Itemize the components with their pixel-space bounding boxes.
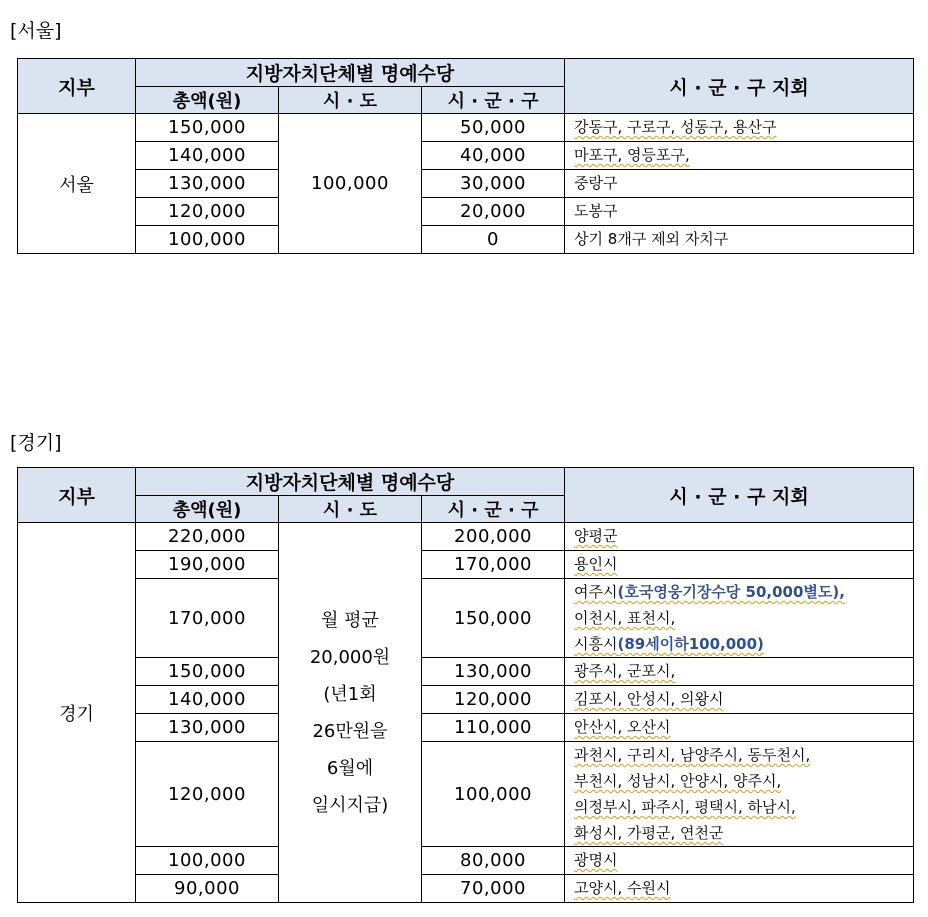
header-local-gov: 지방자치단체별 명예수당	[136, 59, 565, 87]
table-row	[18, 714, 914, 742]
sido-line: 월 평균	[321, 609, 379, 631]
total-cell: 190,000	[136, 551, 279, 579]
city-name: 여주시	[574, 583, 618, 601]
header-chapter: 시 · 군 · 구 지회	[565, 59, 914, 114]
chapter-cell	[565, 686, 914, 714]
note-text: (89세이하100,000)	[617, 635, 764, 653]
chapter-cell	[565, 142, 914, 170]
sido-line: 20,000원	[309, 646, 391, 668]
total-cell: 170,000	[136, 579, 279, 658]
sido-line: 일시지급)	[311, 794, 389, 816]
sigungu-cell: 150,000	[422, 579, 565, 658]
header-chapter: 시 · 군 · 구 지회	[565, 468, 914, 523]
total-cell: 140,000	[136, 142, 279, 170]
city-list: 용인시	[574, 555, 618, 573]
city-list: 고양시, 수원시	[574, 879, 671, 897]
city-list: 양평군	[574, 527, 618, 545]
header-sido: 시 · 도	[279, 496, 422, 523]
header-sigungu: 시 · 군 · 구	[422, 87, 565, 114]
city-list: 광주시, 군포시,	[574, 662, 676, 680]
sido-line: (년1회	[323, 683, 377, 705]
chapter-cell	[565, 114, 914, 142]
table-row	[18, 226, 914, 254]
sigungu-cell: 130,000	[422, 658, 565, 686]
city-list: 중랑구	[574, 174, 618, 192]
total-cell: 120,000	[136, 198, 279, 226]
header-total: 총액(원)	[136, 496, 279, 523]
sigungu-cell: 20,000	[422, 198, 565, 226]
chapter-cell	[565, 579, 914, 658]
city-list: 마포구, 영등포구,	[574, 146, 690, 164]
table-row	[18, 170, 914, 198]
sigungu-cell: 100,000	[422, 742, 565, 847]
total-cell: 100,000	[136, 847, 279, 875]
city-list: 광명시	[574, 851, 618, 869]
total-cell: 140,000	[136, 686, 279, 714]
sigungu-cell: 170,000	[422, 551, 565, 579]
chapter-cell	[565, 170, 914, 198]
sido-line: 26만원을	[312, 720, 388, 742]
city-list: 강동구, 구로구, 성동구, 용산구	[574, 118, 777, 136]
total-cell: 220,000	[136, 523, 279, 551]
city-list: 도봉구	[574, 202, 618, 220]
sigungu-cell: 200,000	[422, 523, 565, 551]
seoul-allowance-table	[17, 58, 914, 254]
seoul-section-title: [서울]	[10, 20, 62, 42]
table-row	[18, 875, 914, 903]
sigungu-cell: 80,000	[422, 847, 565, 875]
chapter-cell	[565, 523, 914, 551]
header-branch: 지부	[18, 468, 136, 523]
city-line: 화성시, 가평군, 연천군	[574, 824, 724, 842]
chapter-cell	[565, 847, 914, 875]
chapter-cell	[565, 658, 914, 686]
table-row	[18, 686, 914, 714]
city-name: 시흥시	[574, 635, 618, 653]
table-row	[18, 742, 914, 847]
header-total: 총액(원)	[136, 87, 279, 114]
sido-line: 6월에	[326, 757, 374, 779]
sigungu-cell: 70,000	[422, 875, 565, 903]
city-line	[574, 631, 913, 657]
sido-cell	[279, 523, 422, 903]
total-cell: 150,000	[136, 658, 279, 686]
sigungu-cell: 30,000	[422, 170, 565, 198]
gyeonggi-section-title: [경기]	[10, 432, 62, 454]
chapter-cell	[565, 226, 914, 254]
chapter-cell	[565, 875, 914, 903]
table-row	[18, 847, 914, 875]
city-line: 과천시, 구리시, 남양주시, 동두천시,	[574, 746, 811, 764]
header-sido: 시 · 도	[279, 87, 422, 114]
total-cell: 120,000	[136, 742, 279, 847]
table-row	[18, 523, 914, 551]
gyeonggi-allowance-table	[17, 467, 914, 903]
city-list: 김포시, 안성시, 의왕시	[574, 690, 724, 708]
header-branch: 지부	[18, 59, 136, 114]
table-row	[18, 551, 914, 579]
total-cell: 150,000	[136, 114, 279, 142]
total-cell: 90,000	[136, 875, 279, 903]
header-local-gov: 지방자치단체별 명예수당	[136, 468, 565, 496]
sigungu-cell: 50,000	[422, 114, 565, 142]
total-cell: 130,000	[136, 170, 279, 198]
table-row	[18, 579, 914, 658]
city-line: 이천시, 표천시,	[574, 609, 676, 627]
branch-cell: 서울	[18, 114, 136, 254]
note-text: (호국영웅기장수당 50,000별도),	[617, 583, 845, 601]
sigungu-cell: 110,000	[422, 714, 565, 742]
chapter-cell	[565, 551, 914, 579]
chapter-cell	[565, 198, 914, 226]
city-line: 의정부시, 파주시, 평택시, 하남시,	[574, 798, 796, 816]
city-line	[574, 579, 913, 605]
sigungu-cell: 40,000	[422, 142, 565, 170]
total-cell: 100,000	[136, 226, 279, 254]
city-line: 부천시, 성남시, 안양시, 양주시,	[574, 772, 782, 790]
chapter-cell	[565, 742, 914, 847]
table-row	[18, 142, 914, 170]
total-cell: 130,000	[136, 714, 279, 742]
chapter-cell	[565, 714, 914, 742]
city-list: 상기 8개구 제외 자치구	[574, 230, 729, 248]
table-row	[18, 658, 914, 686]
header-sigungu: 시 · 군 · 구	[422, 496, 565, 523]
sigungu-cell: 120,000	[422, 686, 565, 714]
city-list: 안산시, 오산시	[574, 718, 671, 736]
sido-cell: 100,000	[279, 114, 422, 254]
sigungu-cell: 0	[422, 226, 565, 254]
table-row	[18, 114, 914, 142]
table-row	[18, 198, 914, 226]
branch-cell: 경기	[18, 523, 136, 903]
